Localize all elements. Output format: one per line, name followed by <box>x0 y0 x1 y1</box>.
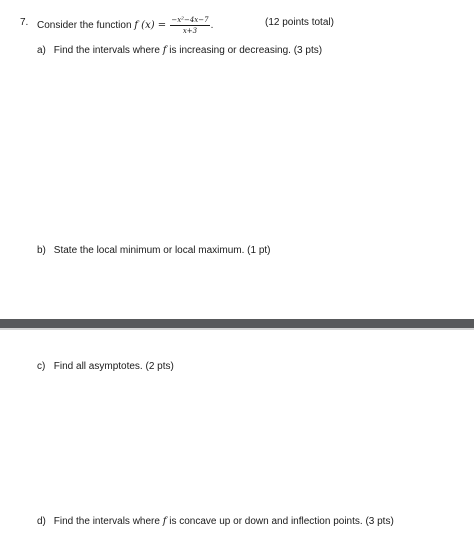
part-a-label: a) <box>37 45 46 56</box>
points-total: (12 points total) <box>265 17 334 28</box>
part-b <box>37 244 271 258</box>
question-intro-text: Consider the function <box>37 20 135 32</box>
part-c-text: Find all asymptotes. (2 pts) <box>53 361 174 372</box>
function-fraction <box>170 16 209 35</box>
part-d-var: f <box>162 516 167 527</box>
part-a <box>37 44 322 58</box>
part-d-text-after: is concave up or down and inflection points. (3 pts) <box>166 516 394 527</box>
page-divider <box>0 319 474 328</box>
part-a-text-before: Find the intervals where <box>53 45 163 56</box>
part-b-label: b) <box>37 245 46 256</box>
function-end-punct: . <box>210 20 214 32</box>
fraction-denominator: x+3 <box>182 27 198 35</box>
part-a-var: f <box>162 45 167 56</box>
page-divider-shadow <box>0 328 474 330</box>
part-d-label: d) <box>37 516 46 527</box>
part-d <box>37 515 394 529</box>
function-lhs: f (x) = <box>134 20 170 32</box>
fraction-numerator: −x²−4x−7 <box>171 16 209 24</box>
part-c-label: c) <box>37 361 46 372</box>
question-statement <box>37 16 213 35</box>
part-c <box>37 360 174 374</box>
part-d-text-before: Find the intervals where <box>53 516 163 527</box>
part-a-text-after: is increasing or decreasing. (3 pts) <box>166 45 323 56</box>
part-b-text: State the local minimum or local maximum. (1 pt) <box>53 245 271 256</box>
question-number: 7. <box>20 17 29 28</box>
